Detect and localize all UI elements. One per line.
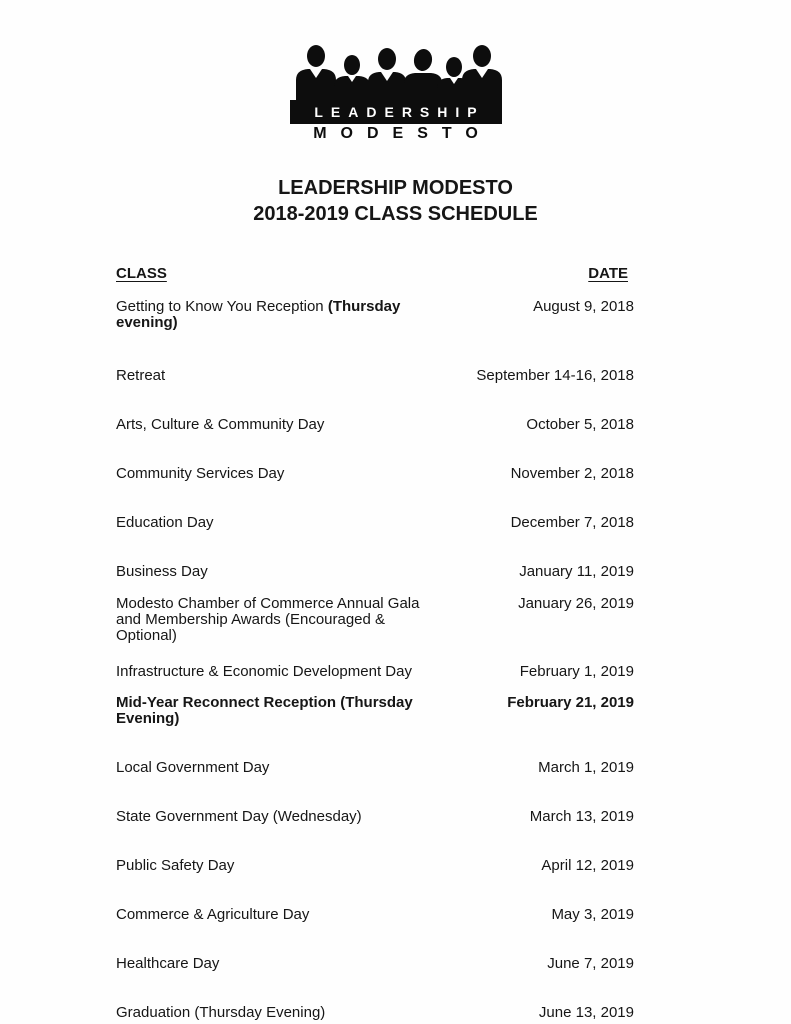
schedule-header-row: [116, 265, 634, 282]
logo-modesto-text: MODESTO: [313, 125, 492, 142]
leadership-modesto-logo: [290, 0, 502, 143]
class-name: Getting to Know You Reception (Thursday evening): [116, 298, 401, 331]
date-column-header: DATE: [588, 265, 628, 282]
class-name-line2: and Membership Awards (Encouraged & Optional): [116, 611, 386, 644]
schedule-row: [116, 760, 634, 776]
class-date: September 14-16, 2018: [476, 367, 634, 384]
schedule-row: [116, 907, 634, 923]
class-date: January 11, 2019: [519, 563, 634, 580]
schedule-row: [116, 809, 634, 825]
logo-leadership-text: LEADERSHIP: [290, 100, 502, 124]
class-date: April 12, 2019: [541, 857, 634, 874]
schedule-row: [116, 695, 634, 727]
class-date: February 21, 2019: [507, 694, 634, 711]
class-name: Graduation (Thursday Evening): [116, 1004, 326, 1021]
schedule-row: [116, 858, 634, 874]
schedule-row: [116, 368, 634, 384]
class-name: Modesto Chamber of Commerce Annual Gala and Membership Awards (Encouraged & Optional): [116, 596, 454, 644]
class-date: February 1, 2019: [519, 663, 634, 680]
schedule-row: [116, 564, 634, 580]
class-name: Mid-Year Reconnect Reception (Thursday Evening): [116, 694, 413, 727]
class-name: State Government Day (Wednesday): [116, 808, 362, 825]
class-name: Infrastructure & Economic Development Day: [116, 663, 412, 680]
class-date: June 13, 2019: [538, 1004, 634, 1021]
schedule-row: [116, 596, 634, 644]
class-date: June 7, 2019: [547, 955, 634, 972]
schedule-row: [116, 417, 634, 433]
schedule-row: [116, 956, 634, 972]
page-title: [0, 175, 791, 227]
schedule-rows: [116, 299, 634, 1021]
class-name: Public Safety Day: [116, 857, 235, 874]
class-schedule-table: [116, 265, 634, 1021]
class-date: October 5, 2018: [526, 416, 634, 433]
schedule-row: [116, 515, 634, 531]
class-date: November 2, 2018: [510, 465, 634, 482]
page-title-line2: 2018-2019 CLASS SCHEDULE: [253, 203, 538, 225]
class-name: Arts, Culture & Community Day: [116, 416, 325, 433]
class-date: May 3, 2019: [551, 906, 634, 923]
schedule-row: [116, 664, 634, 680]
class-name: Education Day: [116, 514, 214, 531]
schedule-row: [116, 299, 634, 331]
class-date: March 13, 2019: [529, 808, 634, 825]
class-name: Business Day: [116, 563, 208, 580]
people-silhouettes-icon: [290, 44, 502, 100]
page-title-line1: LEADERSHIP MODESTO: [278, 177, 513, 199]
class-name: Retreat: [116, 367, 166, 384]
class-date: January 26, 2019: [518, 595, 634, 612]
schedule-row: [116, 1005, 634, 1021]
class-name: Commerce & Agriculture Day: [116, 906, 310, 923]
class-name: Local Government Day: [116, 759, 270, 776]
class-name: Community Services Day: [116, 465, 285, 482]
class-date: March 1, 2019: [538, 759, 634, 776]
class-date: December 7, 2018: [510, 514, 634, 531]
class-date: August 9, 2018: [533, 298, 634, 315]
schedule-row: [116, 466, 634, 482]
class-column-header: CLASS: [116, 265, 167, 282]
class-name: Healthcare Day: [116, 955, 220, 972]
